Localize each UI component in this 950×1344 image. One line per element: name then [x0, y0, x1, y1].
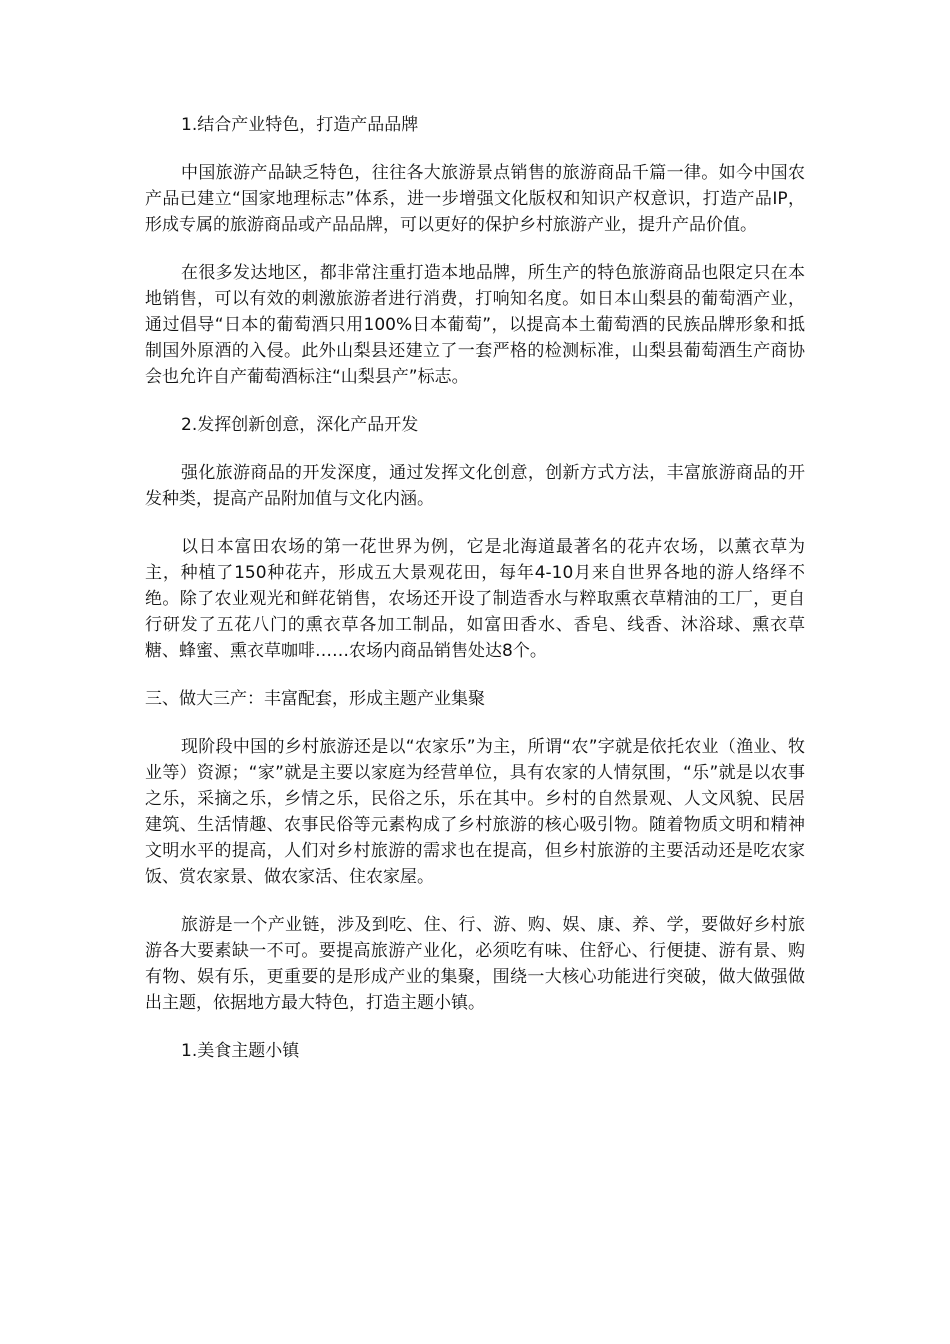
paragraph-product-ip: 中国旅游产品缺乏特色，往往各大旅游景点销售的旅游商品千篇一律。如今中国农产品已建立“国家地理标志”体系，进一步增强文化版权和知识产权意识，打造产品IP，形成专属的旅游商品或产品品牌，可以更好的保护乡村旅游产业，提升产品价值。 — [145, 163, 805, 235]
subheading-food-town: 1.美食主题小镇 — [181, 1041, 300, 1061]
paragraph-industry-chain: 旅游是一个产业链，涉及到吃、住、行、游、购、娱、康、养、学，要做好乡村旅游各大要素缺一不可。要提高旅游产业化，必须吃有味、住舒心、行便捷、游有景、购有物、娱有乐，更重要的是形成产业的集聚，围绕一大核心功能进行突破，做大做强做出主题，依据地方最大特色，打造主题小镇。 — [145, 915, 805, 1013]
subheading-innovation: 2.发挥创新创意，深化产品开发 — [181, 415, 419, 435]
subheading-brand: 1.结合产业特色，打造产品品牌 — [181, 115, 419, 135]
section-heading-tertiary-industry: 三、做大三产：丰富配套，形成主题产业集聚 — [145, 689, 485, 709]
paragraph-tomita-farm: 以日本富田农场的第一花世界为例，它是北海道最著名的花卉农场，以薰衣草为主，种植了150种花卉，形成五大景观花田，每年4-10月来自世界各地的游人络绎不绝。除了农业观光和鲜花销售，农场还开设了制造香水与粹取熏衣草精油的工厂，更自行研发了五花八门的熏衣草各加工制品，如富田香水、香皂、线香、沐浴球、熏衣草糖、蜂蜜、熏衣草咖啡……农场内商品销售处达8个。 — [145, 537, 805, 661]
paragraph-product-development: 强化旅游商品的开发深度，通过发挥文化创意，创新方式方法，丰富旅游商品的开发种类，提高产品附加值与文化内涵。 — [145, 463, 805, 509]
document-body — [145, 112, 805, 1086]
paragraph-yamanashi-wine: 在很多发达地区，都非常注重打造本地品牌，所生产的特色旅游商品也限定只在本地销售，可以有效的刺激旅游者进行消费，打响知名度。如日本山梨县的葡萄酒产业，通过倡导“日本的葡萄酒只用100%日本葡萄”，以提高本土葡萄酒的民族品牌形象和抵制国外原酒的入侵。此外山梨县还建立了一套严格的检测标准，山梨县葡萄酒生产商协会也允许自产葡萄酒标注“山梨县产”标志。 — [145, 263, 805, 387]
paragraph-rural-tourism: 现阶段中国的乡村旅游还是以“农家乐”为主，所谓“农”字就是依托农业（渔业、牧业等）资源；“家”就是主要以家庭为经营单位，具有农家的人情氛围，“乐”就是以农事之乐，采摘之乐，乡情之乐，民俗之乐，乐在其中。乡村的自然景观、人文风貌、民居建筑、生活情趣、农事民俗等元素构成了乡村旅游的核心吸引物。随着物质文明和精神文明水平的提高，人们对乡村旅游的需求也在提高，但乡村旅游的主要活动还是吃农家饭、赏农家景、做农家活、住农家屋。 — [145, 737, 805, 887]
